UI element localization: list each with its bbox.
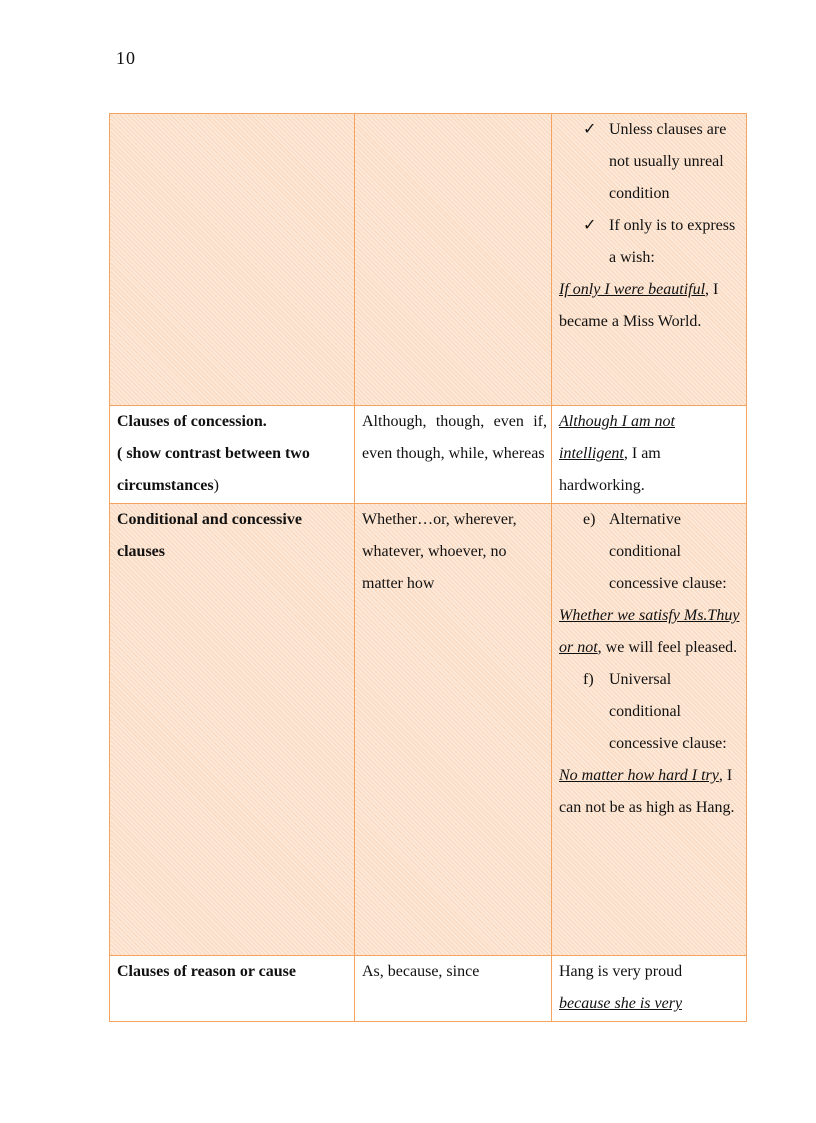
conjunctions-cell: Although, though, even if, even though, while, whereas (355, 406, 552, 504)
clause-type-cell (110, 956, 355, 1022)
conjunctions-cell (355, 114, 552, 406)
example-main-clause: , I can not be as high as Hang. (559, 767, 735, 816)
example-main-clause: , I became a Miss World. (559, 281, 719, 330)
example-clause: No matter how hard I try (559, 767, 719, 784)
clause-type-note (117, 438, 350, 502)
list-item-text: Universal conditional concessive clause: (609, 671, 727, 752)
conjunctions-cell: As, because, since (355, 956, 552, 1022)
table-row (110, 406, 747, 504)
table-row (110, 504, 747, 956)
clause-type-note-text: ( show contrast between two circumstances (117, 445, 310, 494)
example-sentence (559, 760, 742, 824)
table-row (110, 114, 747, 406)
grammar-table (109, 113, 747, 1022)
clause-type-cell (110, 406, 355, 504)
example-sentence (559, 600, 742, 664)
example-clause: Whether we satisfy Ms.Thuy or not (559, 607, 740, 656)
examples-cell (552, 114, 747, 406)
clause-type-title: Clauses of reason or cause (117, 963, 296, 980)
clause-type-cell (110, 114, 355, 406)
conjunctions-cell: Whether…or, wherever, whatever, whoever, no matter how (355, 504, 552, 956)
page-number: 10 (116, 48, 136, 68)
example-clause: Although I am not intelligent (559, 413, 675, 462)
clause-type-title: Conditional and concessive clauses (117, 511, 302, 560)
example-clause: If only I were beautiful (559, 281, 706, 298)
examples-cell (552, 956, 747, 1022)
examples-cell (552, 406, 747, 504)
example-clause: because she is very (559, 995, 683, 1012)
list-item-text: If only is to express a wish: (609, 217, 736, 266)
list-item-text: Unless clauses are not usually unreal condition (609, 121, 727, 202)
example-sentence (559, 406, 742, 502)
check-mark-icon: ✓ (583, 121, 597, 138)
clause-type-cell (110, 504, 355, 956)
list-item (559, 114, 742, 210)
example-sentence (559, 274, 742, 338)
clause-type-title: Clauses of concession. (117, 413, 267, 430)
list-item (559, 210, 742, 274)
list-marker: e) (583, 511, 596, 528)
check-mark-icon: ✓ (583, 217, 597, 234)
list-item (559, 504, 742, 600)
table-row (110, 956, 747, 1022)
example-main-clause: , I am hardworking. (559, 445, 661, 494)
example-sentence: Hang is very proud (559, 963, 683, 980)
clause-type-note-close: ) (213, 477, 219, 494)
list-marker: f) (583, 671, 594, 688)
examples-cell (552, 504, 747, 956)
example-main-clause: , we will feel pleased. (597, 639, 738, 656)
list-item (559, 664, 742, 760)
list-item-text: Alternative conditional concessive clause: (609, 511, 727, 592)
